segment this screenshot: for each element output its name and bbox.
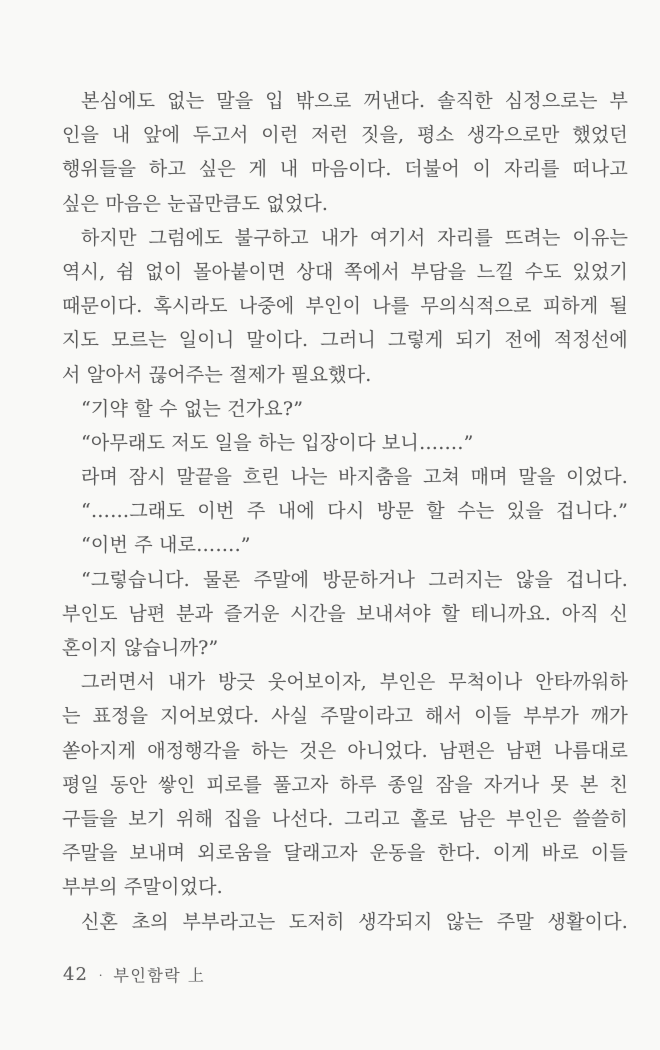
body-text (62, 84, 628, 939)
text-line: 라며 잠시 말끝을 흐린 나는 바지춤을 고쳐 매며 말을 이었다. (81, 466, 628, 489)
text-line: 서 알아서 끊어주는 절제가 필요했다. (62, 363, 372, 386)
text-line: 혼이지 않습니까?” (62, 637, 219, 659)
book-title: 부인함락 上 (113, 965, 206, 985)
text-line: 신혼 초의 부부라고는 도저히 생각되지 않는 주말 생활이다. (81, 910, 628, 933)
text-line: “아무래도 저도 일을 하는 입장이다 보니…….” (81, 431, 474, 454)
footer-separator: · (98, 968, 103, 982)
text-line: 행위들을 하고 싶은 게 내 마음이다. 더불어 이 자리를 떠나고 (62, 158, 628, 181)
text-line: “이번 주 내로…….” (81, 534, 251, 557)
text-line: 때문이다. 혹시라도 나중에 부인이 나를 무의식적으로 피하게 될 (62, 295, 628, 318)
text-line: 평일 동안 쌓인 피로를 풀고자 하루 종일 잠을 자거나 못 본 친 (62, 773, 628, 796)
text-line: “그렇습니다. 물론 주말에 방문하거나 그러지는 않을 겁니다. (81, 568, 628, 591)
text-line: “기약 할 수 없는 건가요?” (81, 397, 304, 420)
text-line: 는 표정을 지어보였다. 사실 주말이라고 해서 이들 부부가 깨가 (62, 705, 628, 728)
text-line: 주말을 보내며 외로움을 달래고자 운동을 한다. 이게 바로 이들 (62, 842, 628, 865)
page-footer (63, 962, 205, 986)
text-line: 역시, 쉼 없이 몰아붙이면 상대 쪽에서 부담을 느낄 수도 있었기 (62, 260, 628, 283)
page-number: 42 (63, 963, 88, 985)
text-line: 그러면서 내가 방긋 웃어보이자, 부인은 무척이나 안타까워하 (81, 671, 628, 694)
text-line: 쏟아지게 애정행각을 하는 것은 아니었다. 남편은 남편 나름대로 (62, 739, 628, 762)
text-line: 본심에도 없는 말을 입 밖으로 꺼낸다. 솔직한 심정으로는 부 (81, 90, 628, 112)
text-line: 지도 모르는 일이니 말이다. 그러니 그렇게 되기 전에 적정선에 (62, 329, 628, 352)
text-line: 구들을 보기 위해 집을 나선다. 그리고 홀로 남은 부인은 쓸쓸히 (62, 807, 628, 830)
text-line: 인을 내 앞에 두고서 이런 저런 짓을, 평소 생각으로만 했었던 (62, 124, 628, 147)
text-line: 싶은 마음은 눈곱만큼도 없었다. (62, 192, 329, 215)
text-line: 부인도 남편 분과 즐거운 시간을 보내셔야 할 테니까요. 아직 신 (62, 602, 628, 625)
text-line: 하지만 그럼에도 불구하고 내가 여기서 자리를 뜨려는 이유는 (81, 226, 628, 249)
text-line: 부부의 주말이었다. (62, 876, 223, 899)
text-line: “……그래도 이번 주 내에 다시 방문 할 수는 있을 겁니다.” (81, 500, 628, 523)
